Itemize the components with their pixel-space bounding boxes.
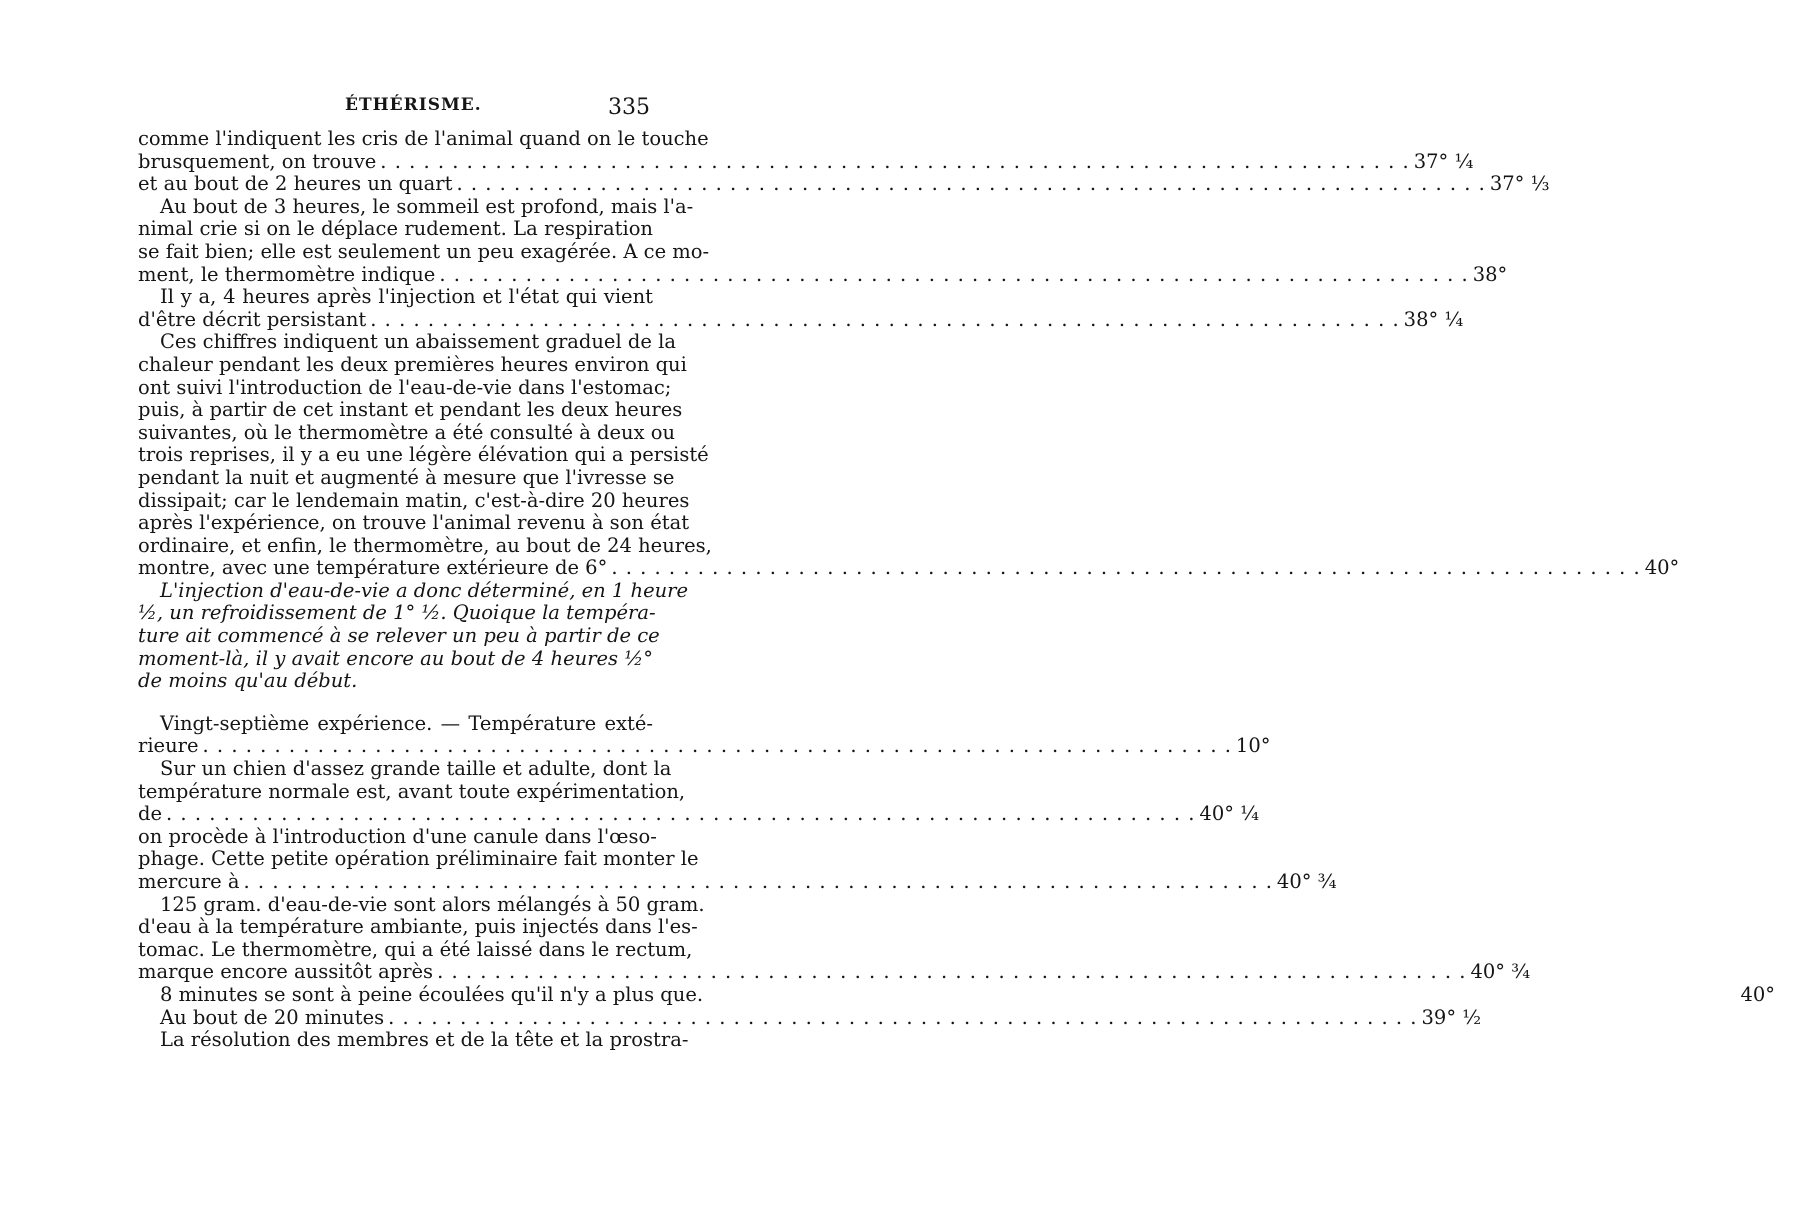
text-line: ont suivi l'introduction de l'eau-de-vie dans l'estomac; bbox=[138, 375, 672, 399]
temperature-value: 40° ¼ bbox=[1199, 802, 1260, 826]
text-line: température normale est, avant toute expérimentation, bbox=[138, 779, 686, 803]
text-line: trois reprises, il y a eu une légère élévation qui a persisté bbox=[138, 443, 709, 467]
temperature-value: 37° ¼ bbox=[1413, 149, 1474, 173]
temperature-value: 40° ¾ bbox=[1470, 960, 1531, 984]
text-line: après l'expérience, on trouve l'animal revenu à son état bbox=[138, 511, 690, 535]
leader-dots bbox=[162, 803, 1199, 826]
leader-dots bbox=[433, 961, 1470, 984]
text-line: 125 gram. d'eau-de-vie sont alors mélangés à 50 gram. bbox=[160, 892, 705, 916]
leader-dots bbox=[199, 735, 1236, 758]
temperature-value: 40° bbox=[1740, 982, 1776, 1006]
leader-dots bbox=[366, 309, 1403, 332]
text-line: tomac. Le thermomètre, qui a été laissé dans le rectum, bbox=[138, 937, 693, 961]
leader-dots bbox=[435, 264, 1472, 287]
temperature-value: 39° ½ bbox=[1421, 1005, 1482, 1029]
text-line: Ces chiffres indiquent un abaissement graduel de la bbox=[160, 330, 676, 354]
leader-dots bbox=[384, 1007, 1421, 1030]
leader-dots bbox=[240, 871, 1277, 894]
line-text: d'être décrit persistant bbox=[138, 307, 367, 331]
running-title: ÉTHÉRISME. bbox=[345, 95, 482, 115]
line-text: et au bout de 2 heures un quart bbox=[138, 172, 453, 196]
text-line bbox=[138, 172, 1550, 196]
line-text: de bbox=[138, 802, 163, 826]
text-line bbox=[138, 802, 1260, 826]
line-text: Au bout de 20 minutes bbox=[160, 1005, 385, 1029]
text-line bbox=[138, 734, 1271, 758]
text-line bbox=[138, 870, 1337, 894]
text-line bbox=[138, 262, 1508, 287]
text-line: Au bout de 3 heures, le sommeil est profond, mais l'a- bbox=[160, 194, 694, 218]
text-line: ½, un refroidissement de 1° ½. Quoique la tempéra- bbox=[138, 601, 656, 625]
line-text: 8 minutes se sont à peine écoulées qu'il n'y a plus que. bbox=[160, 982, 704, 1006]
text-line: ordinaire, et enfin, le thermomètre, au bout de 24 heures, bbox=[138, 533, 712, 557]
text-line: phage. Cette petite opération préliminaire fait monter le bbox=[138, 847, 699, 871]
text-line bbox=[138, 693, 653, 713]
text-line bbox=[138, 149, 1474, 174]
text-line: Sur un chien d'assez grande taille et adulte, dont la bbox=[160, 757, 672, 781]
text-line: on procède à l'introduction d'une canule dans l'œso- bbox=[138, 824, 657, 848]
text-line: dissipait; car le lendemain matin, c'est-à-dire 20 heures bbox=[138, 488, 690, 512]
text-line: L'injection d'eau-de-vie a donc déterminé, en 1 heure bbox=[160, 578, 689, 602]
temperature-value: 40° ¾ bbox=[1276, 870, 1337, 893]
text-line bbox=[138, 307, 1464, 332]
temperature-value: 38° ¼ bbox=[1403, 307, 1464, 331]
body-text bbox=[138, 127, 1776, 1052]
text-line: chaleur pendant les deux premières heures environ qui bbox=[138, 352, 687, 376]
text-line: suivantes, où le thermomètre a été consulté à deux ou bbox=[138, 420, 676, 444]
running-header bbox=[140, 95, 650, 123]
text-line: ture ait commencé à se relever un peu à partir de ce bbox=[138, 624, 660, 648]
text-line bbox=[138, 960, 1531, 984]
text-line: moment-là, il y avait encore au bout de 4 heures ½° bbox=[138, 646, 653, 670]
line-text: ment, le thermomètre indique bbox=[138, 262, 436, 286]
temperature-value: 10° bbox=[1235, 734, 1271, 758]
line-text: marque encore aussitôt après bbox=[138, 960, 434, 984]
text-line bbox=[138, 1005, 1482, 1030]
text-line: nimal crie si on le déplace rudement. La respiration bbox=[138, 217, 653, 241]
text-line: de moins qu'au début. bbox=[138, 669, 358, 693]
line-text: mercure à bbox=[138, 870, 240, 893]
temperature-value: 37° ⅓ bbox=[1489, 172, 1550, 196]
text-line: pendant la nuit et augmenté à mesure que l'ivresse se bbox=[138, 465, 675, 489]
temperature-value: 38° bbox=[1472, 262, 1508, 286]
leader-dots bbox=[452, 173, 1489, 196]
text-line bbox=[138, 556, 1680, 580]
text-line: La résolution des membres et de la tête et la prostra- bbox=[160, 1028, 689, 1052]
page-number: 335 bbox=[608, 95, 650, 120]
temperature-value: 40° bbox=[1644, 556, 1680, 580]
text-line: comme l'indiquent les cris de l'animal quand on le touche bbox=[138, 127, 709, 150]
text-line: se fait bien; elle est seulement un peu exagérée. A ce mo- bbox=[138, 239, 710, 263]
leader-dots bbox=[607, 557, 1644, 580]
text-line: Vingt-septième expérience. — Température exté- bbox=[160, 711, 653, 735]
text-line: puis, à partir de cet instant et pendant les deux heures bbox=[138, 398, 683, 422]
text-line: d'eau à la température ambiante, puis injectés dans l'es- bbox=[138, 915, 698, 939]
text-line: Il y a, 4 heures après l'injection et l'état qui vient bbox=[160, 285, 653, 309]
leader-dots bbox=[376, 151, 1413, 174]
line-text: rieure bbox=[138, 734, 199, 758]
text-line bbox=[138, 982, 1776, 1007]
line-text: montre, avec une température extérieure de 6° bbox=[138, 556, 608, 580]
line-text: brusquement, on trouve bbox=[138, 149, 377, 173]
